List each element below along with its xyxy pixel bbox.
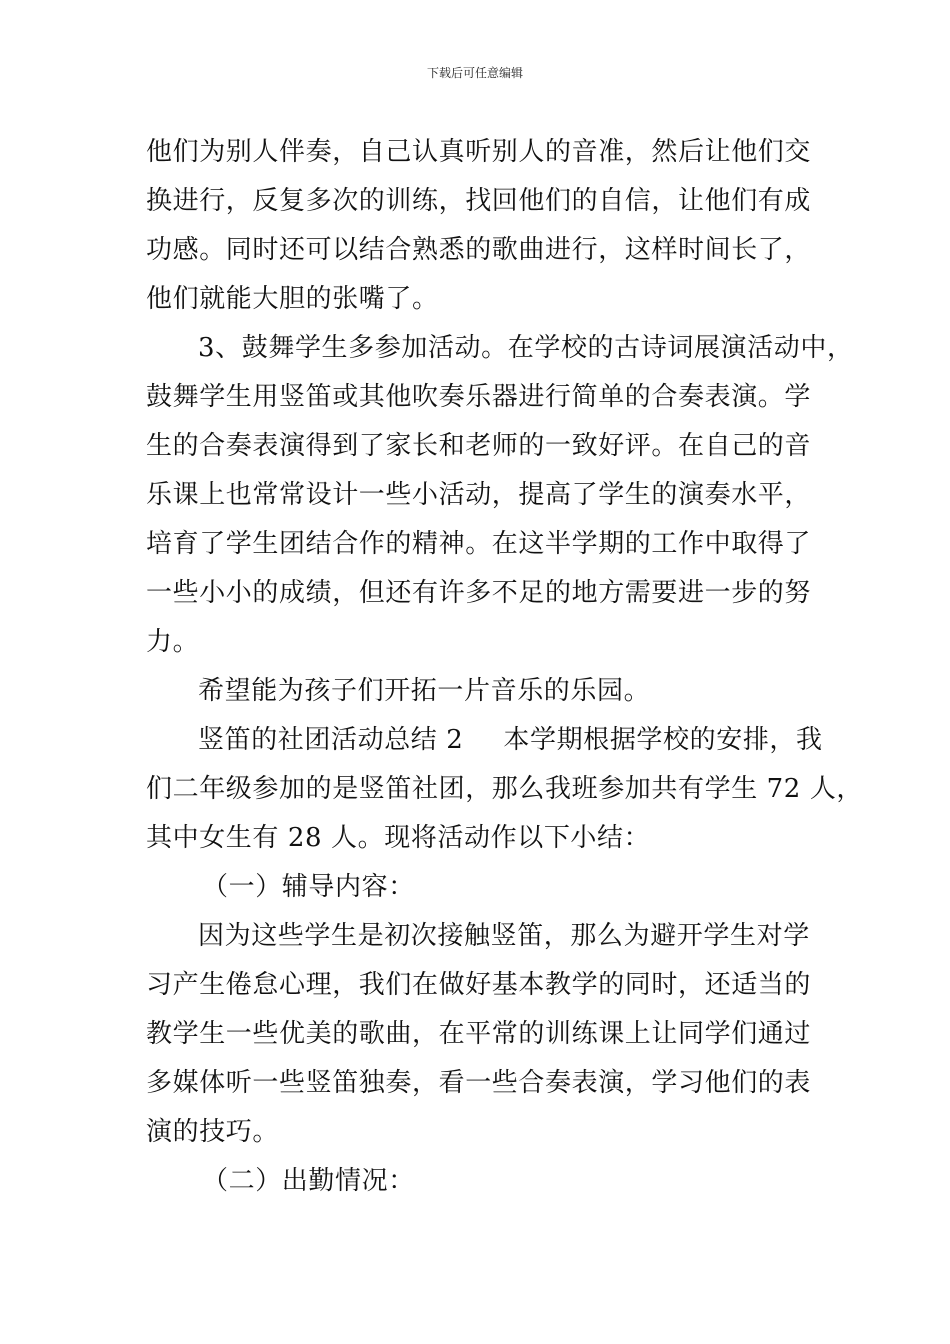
text-line: 一些小小的成绩，但还有许多不足的地方需要进一步的努 [146,578,812,608]
text-line: 其中女生有 28 人。现将活动作以下小结： [146,823,651,853]
text-line [146,716,823,765]
text-line: 乐课上也常常设计一些小活动，提高了学生的演奏水平， [146,480,812,510]
text-line: 他们就能大胆的张嘴了。 [146,284,439,314]
text-line: 多媒体听一些竖笛独奏，看一些合奏表演，学习他们的表 [146,1068,812,1098]
text-line: 教学生一些优美的歌曲，在平常的训练课上让同学们通过 [146,1019,812,1049]
text-line: 换进行，反复多次的训练，找回他们的自信，让他们有成 [146,186,812,216]
text-line: 希望能为孩子们开拓一片音乐的乐园。 [198,676,651,706]
text-line: 习产生倦怠心理，我们在做好基本教学的同时，还适当的 [146,970,812,1000]
document-body [146,128,864,1206]
page-header: 下载后可任意编辑 [426,66,523,80]
section-title: 竖笛的社团活动总结 2 [198,725,464,755]
text-line: 培育了学生团结合作的精神。在这半学期的工作中取得了 [146,529,812,559]
text-segment: 本学期根据学校的安排，我 [503,725,823,755]
text-line: 演的技巧。 [146,1117,280,1147]
text-line: 生的合奏表演得到了家长和老师的一致好评。在自己的音 [146,431,812,461]
text-line: 功感。同时还可以结合熟悉的歌曲进行，这样时间长了， [146,235,812,265]
text-line: 力。 [146,627,200,657]
text-line: 鼓舞学生用竖笛或其他吹奏乐器进行简单的合奏表演。学 [146,382,812,412]
section-heading: （一）辅导内容： [202,872,415,902]
text-line: 因为这些学生是初次接触竖笛，那么为避开学生对学 [198,921,810,951]
text-line: 3、鼓舞学生多参加活动。在学校的古诗词展演活动中， [198,333,854,363]
text-line: 们二年级参加的是竖笛社团，那么我班参加共有学生 72 人， [146,774,864,804]
text-line: 他们为别人伴奏，自己认真听别人的音准，然后让他们交 [146,137,812,167]
section-heading: （二）出勤情况： [202,1166,415,1196]
